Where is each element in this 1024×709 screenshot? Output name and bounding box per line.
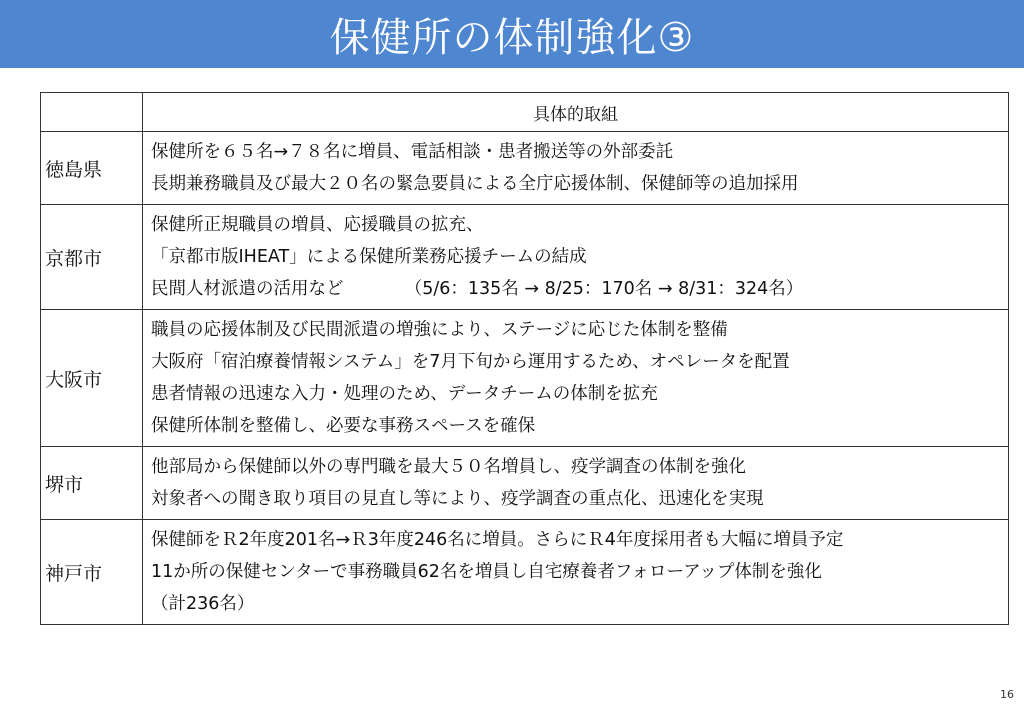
table-row	[41, 205, 1009, 310]
initiative-list	[143, 447, 1009, 520]
initiative-item: 患者情報の迅速な入力・処理のため、データチームの体制を拡充	[151, 384, 658, 404]
table-header-row	[41, 93, 1009, 132]
initiative-item: 保健師をＲ2年度201名→Ｒ3年度246名に増員。さらにＲ4年度採用者も大幅に増員予定	[151, 530, 844, 550]
title-bar	[0, 0, 1024, 68]
initiative-list	[143, 520, 1009, 625]
city-name: 堺市	[41, 447, 143, 520]
table-body	[41, 132, 1009, 625]
initiative-list	[143, 310, 1009, 447]
initiative-item: 「京都市版IHEAT」による保健所業務応援チームの結成	[151, 247, 587, 267]
table-row	[41, 310, 1009, 447]
city-name: 京都市	[41, 205, 143, 310]
initiative-item: 職員の応援体制及び民間派遣の増強により、ステージに応じた体制を整備	[151, 320, 728, 340]
table-row	[41, 132, 1009, 205]
initiative-item: （計236名）	[151, 594, 255, 614]
table-row	[41, 520, 1009, 625]
city-name: 神戸市	[41, 520, 143, 625]
initiative-item: 長期兼務職員及び最大２０名の緊急要員による全庁応援体制、保健師等の追加採用	[151, 174, 799, 194]
initiative-item: 保健所正規職員の増員、応援職員の拡充、	[151, 215, 484, 235]
initiative-item: 11か所の保健センターで事務職員62名を増員し自宅療養者フォローアップ体制を強化	[151, 562, 822, 582]
initiative-item: 保健所を６５名→７８名に増員、電話相談・患者搬送等の外部委託	[151, 142, 674, 162]
initiative-item: 保健所体制を整備し、必要な事務スペースを確保	[151, 416, 536, 436]
initiative-list	[143, 205, 1009, 310]
city-name: 大阪市	[41, 310, 143, 447]
initiative-item: 他部局から保健師以外の専門職を最大５０名増員し、疫学調査の体制を強化	[151, 457, 746, 477]
initiative-item: 民間人材派遣の活用など （5/6：135名 → 8/25：170名 → 8/31：324名）	[151, 279, 804, 299]
initiative-item: 対象者への聞き取り項目の見直し等により、疫学調査の重点化、迅速化を実現	[151, 489, 764, 509]
table-row	[41, 447, 1009, 520]
initiative-list	[143, 132, 1009, 205]
initiative-item: 大阪府「宿泊療養情報システム」を7月下旬から運用するため、オペレータを配置	[151, 352, 790, 372]
slide-title: 保健所の体制強化③	[329, 14, 695, 61]
city-name: 徳島県	[41, 132, 143, 205]
header-items: 具体的取組	[143, 93, 1009, 132]
page-number: 16	[1000, 688, 1014, 701]
initiatives-table	[40, 92, 1009, 625]
header-city	[41, 93, 143, 132]
